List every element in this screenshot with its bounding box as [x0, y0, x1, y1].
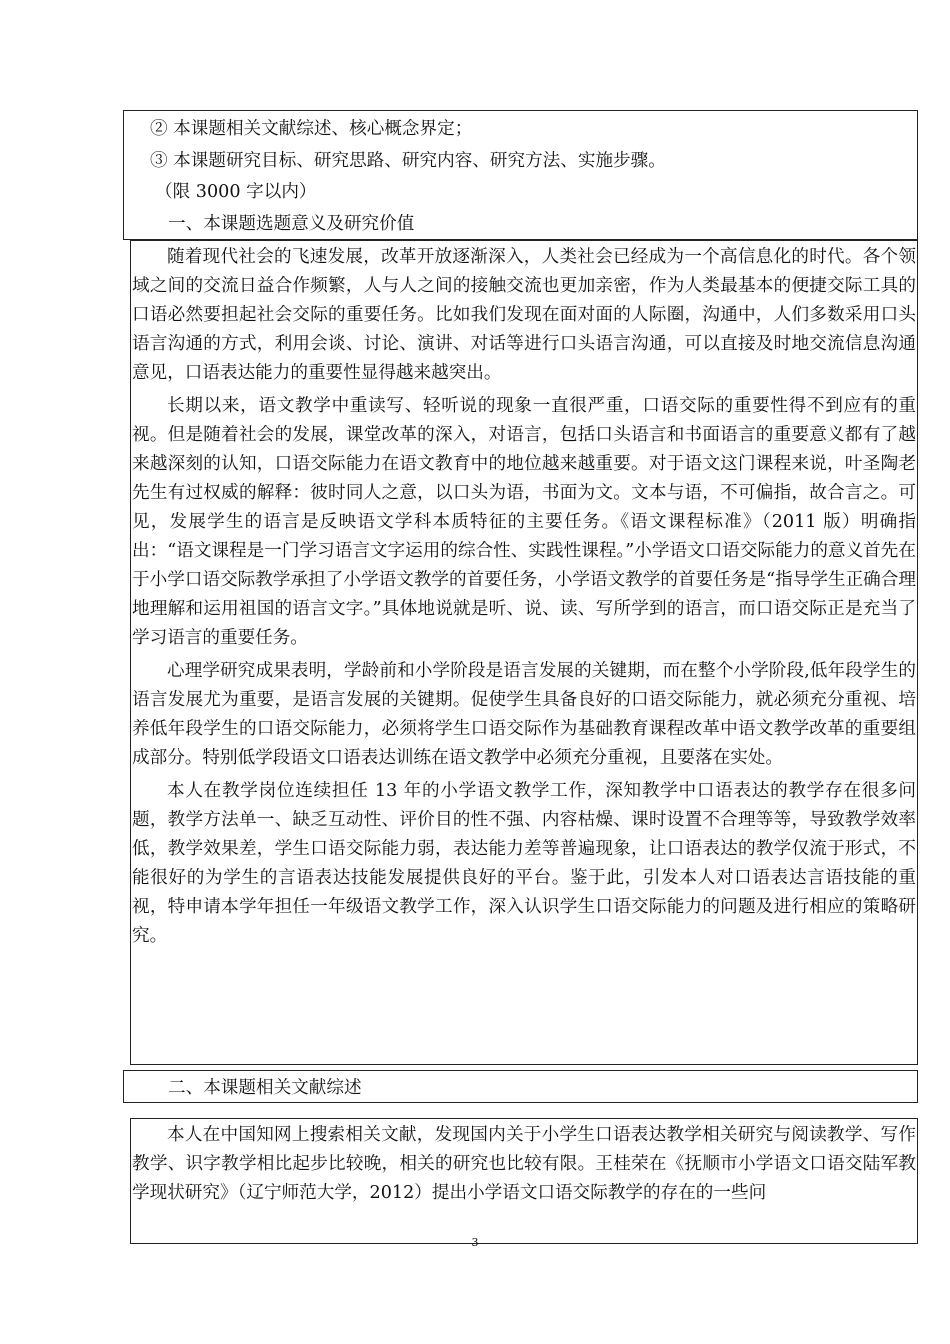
word-limit-note: （限 3000 字以内） — [155, 182, 317, 202]
section-1-title: 一、本课题选题意义及研究价值 — [168, 214, 415, 234]
section-1-paragraph: 长期以来，语文教学中重读写、轻听说的现象一直很严重，口语交际的重要性得不到应有的重视。但是随着社会的发展，课堂改革的深入，对语言，包括口头语言和书面语言的重要意义都有了越来越深刻的认知，口语交际能力在语文教育中的地位越来越重要。对于语文这门课程来说，叶圣陶老先生有过权威的解释：彼时同人之意，以口头为语，书面为文。文本与语，不可偏指，故合言之。可见，发展学生的语言是反映语文学科本质特征的主要任务。《语文课程标准》（2011 版）明确指出：“语文课程是一门学习语言文字运用的综合性、实践性课程。”小学语文口语交际能力的意义首先在于小学口语交际教学承担了小学语文教学的首要任务，小学语文教学的首要任务是“指导学生正确合理地理解和运用祖国的语言文字。”具体地说就是听、说、读、写所学到的语言，而口语交际正是充当了学习语言的重要任务。 — [132, 396, 916, 648]
section-1-paragraph: 本人在教学岗位连续担任 13 年的小学语文教学工作，深知教学中口语表达的教学存在很多问题，教学方法单一、缺乏互动性、评价目的性不强、内容枯燥、课时设置不合理等等，导致教学效率低，教学效果差，学生口语交际能力弱，表达能力差等普遍现象，让口语表达的教学仅流于形式，不能很好的为学生的言语表达技能发展提供良好的平台。鉴于此，引发本人对口语表达言语技能的重视，特申请本学年担任一年级语文教学工作，深入认识学生口语交际能力的问题及进行相应的策略研究。 — [132, 781, 916, 946]
section-1-paragraph: 随着现代社会的飞速发展，改革开放逐渐深入，人类社会已经成为一个高信息化的时代。各个领域之间的交流日益合作频繁，人与人之间的接触交流也更加亲密，作为人类最基本的便捷交际工具的口语必然要担起社会交际的重要任务。比如我们发现在面对面的人际圈，沟通中，人们多数采用口头语言沟通的方式，利用会谈、讨论、演讲、对话等进行口头语言沟通，可以直接及时地交流信息沟通意见，口语表达能力的重要性显得越来越突出。 — [132, 247, 916, 383]
section-2-body — [132, 1121, 916, 1242]
section-1-body — [132, 243, 916, 951]
section-2-title: 二、本课题相关文献综述 — [168, 1078, 362, 1098]
header-item-3: ③ 本课题研究目标、研究思路、研究内容、研究方法、实施步骤。 — [150, 151, 666, 171]
header-item-2: ② 本课题相关文献综述、核心概念界定； — [150, 119, 473, 139]
page-number: 3 — [471, 1236, 479, 1249]
section-1-paragraph: 心理学研究成果表明，学龄前和小学阶段是语言发展的关键期，而在整个小学阶段,低年段学生的语言发展尤为重要，是语言发展的关键期。促使学生具备良好的口语交际能力，就必须充分重视、培养低年段学生的口语交际能力，必须将学生口语交际作为基础教育课程改革中语文教学改革的重要组成部分。特别低学段语文口语表达训练在语文教学中必须充分重视，且要落在实处。 — [132, 661, 916, 768]
section-2-paragraph: 本人在中国知网上搜索相关文献，发现国内关于小学生口语表达教学相关研究与阅读教学、写作教学、识字教学相比起步比较晚，相关的研究也比较有限。王桂荣在《抚顺市小学语文口语交陆军教学现状研究》（辽宁师范大学，2012）提出小学语文口语交际教学的存在的一些问 — [132, 1125, 916, 1203]
